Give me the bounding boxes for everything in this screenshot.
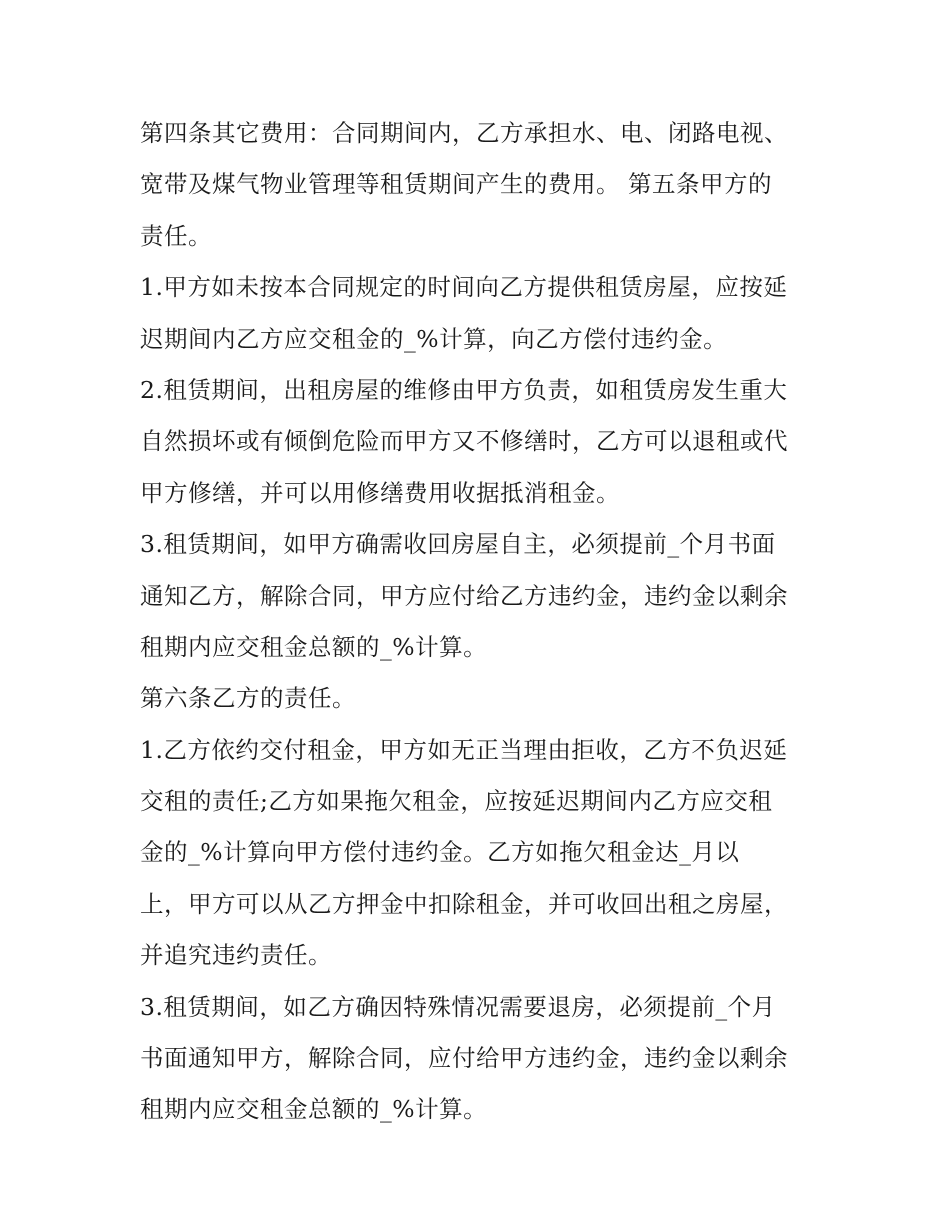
text-line: 书面通知甲方，解除合同，应付给甲方违约金，违约金以剩余 bbox=[140, 1044, 788, 1073]
text-line: 并追究违约责任。 bbox=[140, 941, 332, 970]
text-line: 金的_%计算向甲方偿付违约金。乙方如拖欠租金达_月以 bbox=[140, 838, 740, 867]
text-line: 第四条其它费用：合同期间内，乙方承担水、电、闭路电视、 bbox=[140, 119, 788, 147]
text-line: 甲方修缮，并可以用修缮费用收据抵消租金。 bbox=[140, 478, 620, 507]
text-line: 租期内应交租金总额的_%计算。 bbox=[140, 632, 488, 661]
text-line: 宽带及煤气物业管理等租赁期间产生的费用。 第五条甲方的 bbox=[140, 170, 772, 199]
text-line: 3.租赁期间，如甲方确需收回房屋自主，必须提前_个月书面 bbox=[140, 530, 776, 559]
document-body bbox=[140, 108, 820, 1136]
text-line: 责任。 bbox=[140, 221, 212, 250]
section-heading: 第六条乙方的责任。 bbox=[140, 684, 356, 713]
text-line: 自然损坏或有倾倒危险而甲方又不修缮时，乙方可以退租或代 bbox=[140, 427, 788, 456]
text-line: 租期内应交租金总额的_%计算。 bbox=[140, 1095, 488, 1124]
text-line: 3.租赁期间，如乙方确因特殊情况需要退房，必须提前_个月 bbox=[140, 992, 776, 1021]
text-line: 上，甲方可以从乙方押金中扣除租金，并可收回出租之房屋， bbox=[140, 889, 788, 918]
text-line: 通知乙方，解除合同，甲方应付给乙方违约金，违约金以剩余 bbox=[140, 581, 788, 610]
text-line: 1.甲方如未按本合同规定的时间向乙方提供租赁房屋，应按延 bbox=[140, 273, 788, 302]
text-line: 1.乙方依约交付租金，甲方如无正当理由拒收，乙方不负迟延 bbox=[140, 735, 788, 764]
text-line: 迟期间内乙方应交租金的_%计算，向乙方偿付违约金。 bbox=[140, 324, 728, 353]
text-line: 交租的责任;乙方如果拖欠租金，应按延迟期间内乙方应交租 bbox=[140, 787, 773, 816]
text-line: 2.租赁期间，出租房屋的维修由甲方负责，如租赁房发生重大 bbox=[140, 375, 788, 404]
